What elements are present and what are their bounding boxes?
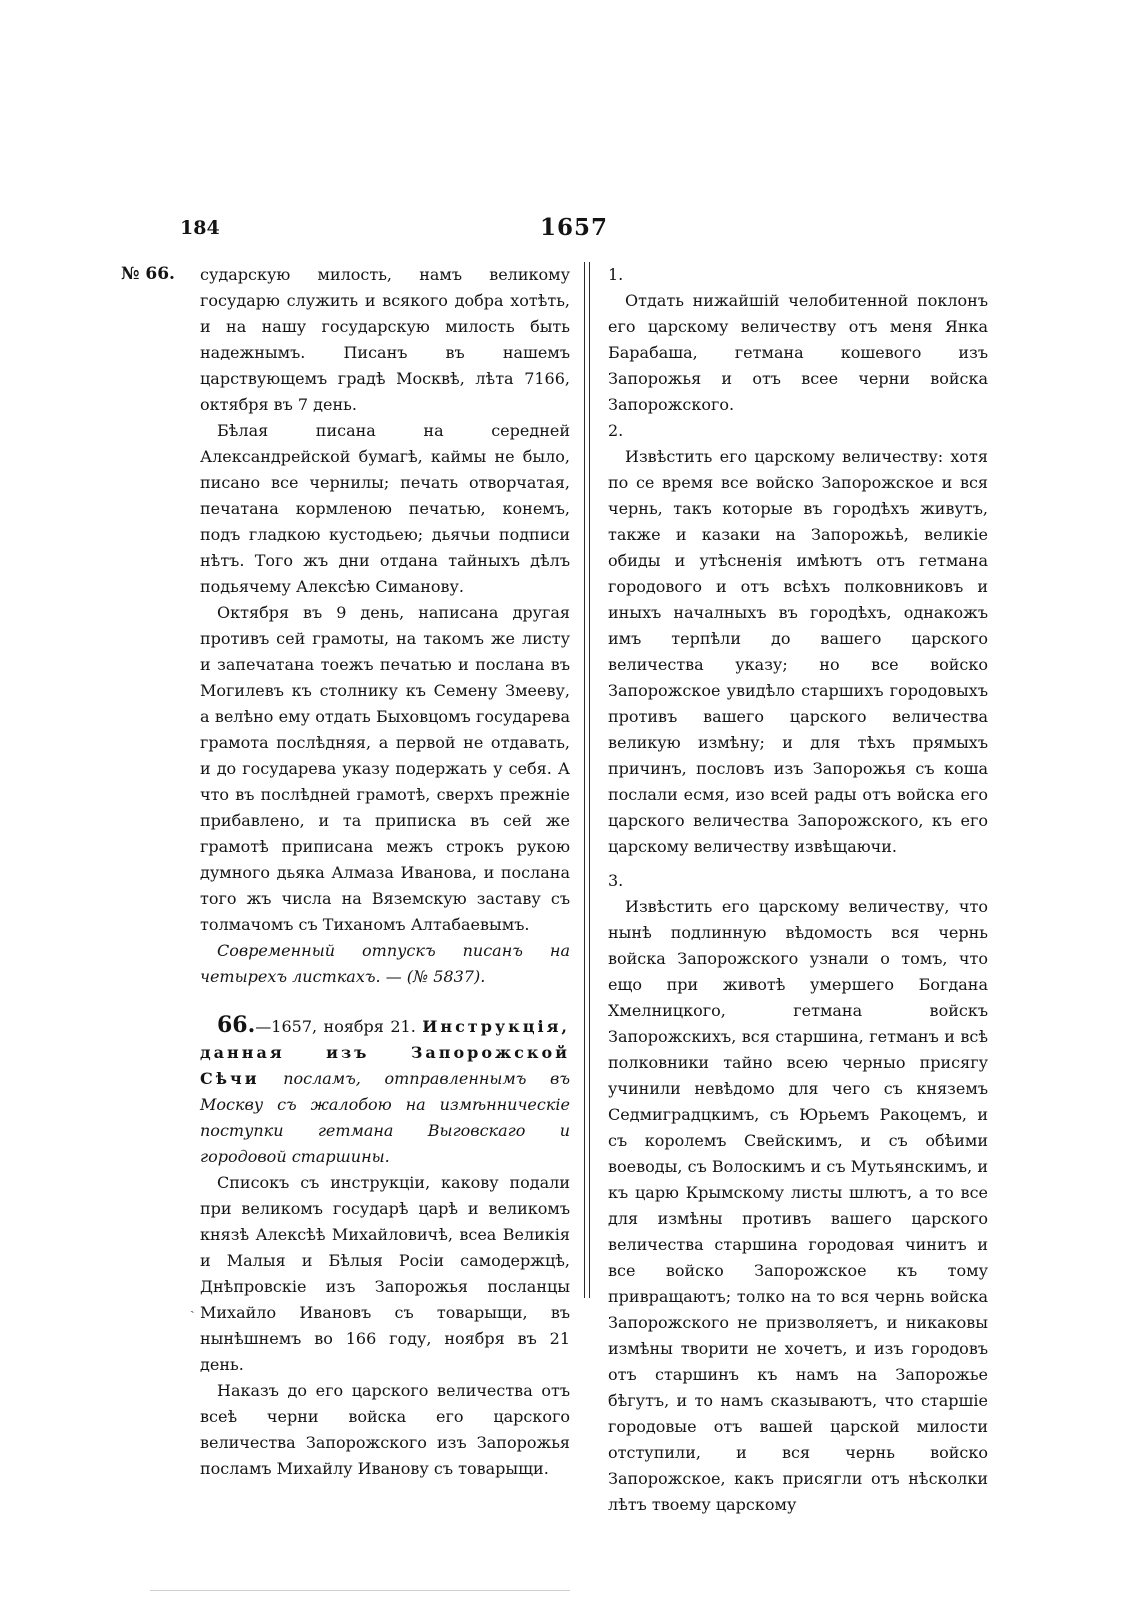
instruction-list-paragraph: Списокъ съ инструкціи, какову подали при великомъ государѣ царѣ и великомъ князѣ Алексѣѣ Михайловичѣ, всеа Великія и Малыя и Бѣлыя Росіи самодержцѣ, Днѣпровскіе изъ Запорожья посланцы Михайло Ивановъ съ товарыщи, въ нынѣшнемъ во 166 году, ноября въ 21 день.: [200, 1173, 570, 1374]
column-divider-second: [589, 262, 590, 1298]
document-number-marker: № 66.: [121, 264, 175, 284]
section-text-1: Отдать нижайшій челобитенной поклонъ его царскому величеству отъ меня Янка Барабаша, гетмана кошевого изъ Запорожья и отъ всее черни войска Запорожского.: [608, 291, 988, 414]
stray-ink-mark: ˏ: [190, 1298, 195, 1314]
column-divider: [584, 262, 585, 1298]
source-note: Современный отпускъ писанъ на четырехъ листкахъ. — (№ 5837).: [200, 941, 570, 986]
continuation-paragraph: сударскую милость, намъ великому государю служить и всякого добра хотѣть, и на нашу государскую милость быть надежнымъ. Писанъ въ нашемъ царствующемъ градѣ Москвѣ, лѣта 7166, октября въ 7 день.: [200, 265, 570, 414]
section-gap: [608, 860, 988, 868]
section-gap: [200, 990, 570, 1012]
second-letter-paragraph: Октября въ 9 день, написана другая противъ сей грамоты, на такомъ же листу и запечатана тоежъ печатью и послана въ Могилевъ къ столнику къ Семену Змееву, а велѣно ему отдать Быховцомъ государева грамота послѣдняя, а первой не отдавать, и до государева указу подержать у себя. А что въ послѣдней грамотѣ, сверхъ прежніе прибавлено, и та приписка въ сей же грамотѣ приписана межъ строкъ рукою думного дьяка Алмаза Иванова, и послана того жъ числа на Вяземскую заставу съ толмачомъ съ Тиханомъ Алтабаевымъ.: [200, 603, 570, 934]
document-date: —1657, ноября 21.: [255, 1017, 416, 1036]
paper-description-paragraph: Бѣлая писана на середней Александрейской бумагѣ, каймы не было, писано все чернилы; печать отворчатая, печатана кормленою печатью, конемъ, подъ гладкою кустодьею; дьячьи подписи нѣтъ. Того жъ дни отдана тайныхъ дѣлъ подьячему Алексѣю Симанову.: [200, 421, 570, 596]
nakaz-paragraph: Наказъ до его царского величества отъ всеѣ черни войска его царского величества Запорожского изъ Запорожья посламъ Михайлу Иванову съ товарыщи.: [200, 1381, 570, 1478]
year-header: 1657: [540, 214, 609, 241]
right-column: [608, 262, 988, 1518]
document-heading: [200, 1012, 570, 1170]
document-title-italic: посламъ, отправленнымъ въ Москву съ жалобою на измѣнническіе поступки гетмана Выговскаго и городовой старшины.: [200, 1069, 570, 1166]
page-number: 184: [180, 217, 220, 239]
section-text-2: Извѣстить его царскому величеству: хотя по се время все войско Запорожское и вся чернь, такъ которые въ городѣхъ живутъ, также и казаки на Запорожьѣ, великіе обиды и утѣсненія имѣютъ отъ гетмана городового и отъ всѣхъ полковниковъ и иныхъ началныхъ въ городѣхъ, однакожъ имъ терпѣли до вашего царского величества указу; но все войско Запорожское увидѣло старшихъ городовыхъ противъ вашего царского величества великую измѣну; и для тѣхъ прямыхъ причинъ, пословъ изъ Запорожья съ коша послали есмя, изо всей рады отъ войска его царского величества Запорожского, къ его царскому величеству извѣщаючи.: [608, 447, 988, 856]
section-number-3: 3.: [608, 871, 624, 890]
section-text-3: Извѣстить его царскому величеству, что нынѣ подлинную вѣдомость вся чернь войска Запорожского узнали о томъ, что ещо при животѣ умершего Богдана Хмелницкого, гетмана войскъ Запорожскихъ, вся старшина, гетманъ и всѣ полковники тайно всею черныо присягу учинили невѣдомо для чего съ княземъ Седмиградцкимъ, съ Юрьемъ Ракоцемъ, и съ королемъ Свейскимъ, и съ обѣими воеводы, съ Волоскимъ и съ Мутьянскимъ, и къ царю Крымскому листы шлютъ, а то все для измѣны противъ вашего царского величества старшина городовая чинитъ и все войско Запорожское къ тому привращаютъ; толко на то вся чернь войска Запорожского не призволяетъ, и никаковы измѣны творити не хочетъ, и изъ городовъ отъ старшинъ къ намъ на Запорожье бѣгутъ, и то намъ сказываютъ, что старшіе городовые отъ вашей царской милости отступили, и вся чернь войско Запорожское, какъ присягли отъ нѣсколки лѣтъ твоему царскому: [608, 897, 988, 1514]
document-number: 66.: [217, 1012, 256, 1038]
section-number-1: 1.: [608, 265, 624, 284]
document-title-spaced: Инструкція, данная изъ Запорожской Сѣчи: [200, 1017, 570, 1088]
bottom-faint-rule: [150, 1590, 570, 1591]
left-column: [200, 262, 570, 1482]
section-number-2: 2.: [608, 421, 624, 440]
